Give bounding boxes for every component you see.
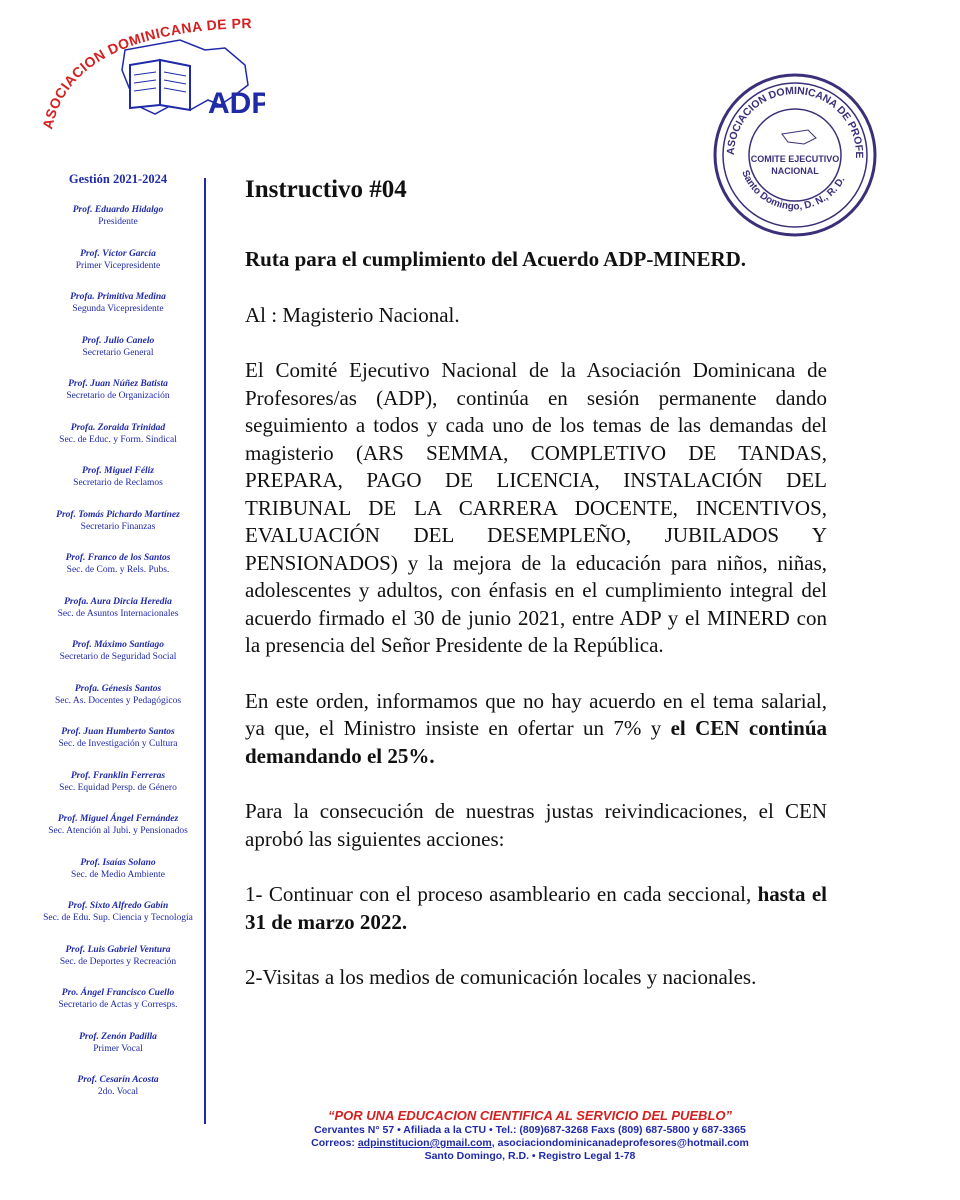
member-name: Profa. Zoraida Trinidad [70, 422, 166, 433]
member-name: Prof. Isaías Solano [80, 857, 156, 868]
member-role: Sec. Atención al Jubi. y Pensionados [48, 826, 188, 836]
member-role: Primer Vicepresidente [75, 260, 161, 271]
member-entry [38, 422, 198, 466]
member-role: Secretario de Reclamos [73, 478, 163, 488]
member-entry [38, 726, 198, 770]
member-name: Prof. Juan Humberto Santos [61, 727, 175, 737]
member-role: Sec. Equidad Persp. de Género [59, 782, 177, 793]
member-name: Prof. Máximo Santiago [71, 640, 165, 650]
footer-email-separator: , [491, 1137, 498, 1149]
member-role: Secretario General [82, 347, 154, 358]
member-entry [38, 335, 198, 379]
member-name: Profa. Aura Dircia Heredia [64, 596, 172, 607]
member-name: Prof. Eduardo Hidalgo [72, 205, 164, 215]
member-entry [38, 291, 198, 335]
board-members-sidebar [38, 172, 198, 1118]
seal-outer-text: ASOCIACION DOMINICANA DE PROFE [724, 84, 866, 159]
adp-logo-graphic [30, 10, 265, 155]
document-title: Instructivo #04 [245, 176, 407, 203]
sidebar-divider [204, 178, 206, 1124]
member-entry [38, 987, 198, 1031]
footer-address: Cervantes N° 57 • Afiliada a la CTU • Tel.: (809)687-3268 Faxs (809) 687-5800 y 687-3365 [314, 1124, 746, 1136]
member-role: Secretario de Seguridad Social [59, 652, 177, 662]
seal-bottom-text: Santo Domingo, D. N., R. D. [739, 168, 848, 213]
footer-email-label: Correos: [311, 1137, 358, 1149]
member-role: Primer Vocal [93, 1043, 143, 1054]
document-greeting: Al : Magisterio Nacional. [245, 302, 460, 327]
member-name: Prof. Miguel Féliz [81, 466, 155, 476]
paragraph-3: Para la consecución de nuestras justas reivindicaciones, el CEN aprobó las siguientes acciones: [245, 799, 827, 851]
member-entry [38, 1031, 198, 1075]
member-name: Prof. Sixto Alfredo Gabín [67, 901, 169, 911]
member-entry [38, 465, 198, 509]
member-role: Segunda Vicepresidente [72, 304, 164, 314]
seal-center-text-2: NACIONAL [771, 166, 819, 176]
logo-abbr: ADP [208, 87, 265, 120]
member-name: Prof. Miguel Ángel Fernández [57, 814, 179, 824]
member-entry [38, 552, 198, 596]
member-entry [38, 378, 198, 422]
adp-logo [30, 10, 265, 155]
member-role: Presidente [98, 217, 138, 227]
document-subject: Ruta para el cumplimiento del Acuerdo ADP-MINERD. [245, 247, 747, 271]
member-role: Sec. de Asuntos Internacionales [57, 608, 179, 619]
member-role: Sec. de Investigación y Cultura [58, 739, 178, 749]
member-entry [38, 857, 198, 901]
member-entry [38, 900, 198, 944]
member-role: Sec. As. Docentes y Pedagógicos [54, 695, 182, 706]
member-name: Prof. Tomás Pichardo Martínez [56, 509, 180, 520]
footer-email-link-1[interactable]: adpinstitucion@gmail.com [357, 1137, 492, 1149]
member-role: Secretario de Organización [66, 391, 170, 401]
member-name: Prof. Luis Gabriel Ventura [65, 944, 171, 955]
member-name: Prof. Zenón Padilla [79, 1031, 157, 1042]
footer-email-2: asociaciondominicanadeprofesores@hotmail.com [497, 1137, 749, 1149]
member-entry [38, 639, 198, 683]
letter-body [245, 174, 827, 1020]
member-name: Prof. Julio Canelo [81, 335, 155, 346]
member-name: Prof. Cesarín Acosta [77, 1075, 159, 1085]
member-entry [38, 596, 198, 640]
member-role: Sec. de Com. y Rels. Pubs. [66, 565, 170, 575]
paragraph-1: El Comité Ejecutivo Nacional de la Asociación Dominicana de Profesores/as (ADP), continúa en sesión permanente dando seguimiento a todos y cada uno de los temas de las demandas del magisterio (ARS SEMMA, COMPLETIVO DE TANDAS, PREPARA, PAGO DE LICENCIA, INSTALACIÓN DEL TRIBUNAL DE LA CARRERA DOCENTE, INCENTIVOS, EVALUACIÓN DEL DESEMPLEÑO, JUBILADOS Y PENSIONADOS) y la mejora de la educación para niños, niñas, adolescentes y adultos, con énfasis en el cumplimiento integral del acuerdo firmado el 30 de junio 2021, entre ADP y el MINERD con la presencia del Señor Presidente de la República. [245, 358, 827, 657]
member-name: Profa. Primitiva Medina [70, 292, 166, 302]
member-entry [38, 813, 198, 857]
member-role: Secretario de Actas y Corresps. [58, 1000, 178, 1010]
paragraph-2-bold: el CEN continúa demandando el 25%. [245, 716, 828, 768]
member-name: Prof. Franco de los Santos [65, 553, 171, 563]
action-1 [245, 881, 827, 936]
logo-arc-text: ASOCIACION DOMINICANA DE PR [39, 15, 253, 131]
member-name: Prof. Víctor García [80, 248, 156, 259]
member-role: Sec. de Medio Ambiente [71, 869, 165, 880]
action-1-bold: hasta el 31 de marzo 2022. [245, 882, 827, 934]
member-entry [38, 248, 198, 292]
member-entry [38, 204, 198, 248]
member-role: Sec. de Edu. Sup. Ciencia y Tecnología [43, 913, 193, 923]
member-name: Profa. Génesis Santos [74, 683, 162, 694]
member-entry [38, 1074, 198, 1118]
seal-center-text-1: COMITE EJECUTIVO [750, 154, 840, 164]
letterhead-footer [210, 1108, 850, 1163]
footer-city: Santo Domingo, R.D. • Registro Legal 1-78 [424, 1150, 636, 1162]
paragraph-2-text: En este orden, informamos que no hay acuerdo en el tema salarial, ya que, el Ministro insiste en ofertar un 7% y [245, 688, 827, 740]
member-entry [38, 770, 198, 814]
member-entry [38, 509, 198, 553]
member-name: Prof. Franklin Ferreras [70, 770, 166, 781]
member-name: Pro. Ángel Francisco Cuello [61, 988, 175, 998]
paragraph-2 [245, 688, 827, 771]
action-1-text: 1- Continuar con el proceso asambleario en cada seccional, [245, 882, 758, 906]
member-role: Secretario Finanzas [80, 521, 156, 532]
member-entry [38, 683, 198, 727]
action-2: 2-Visitas a los medios de comunicación locales y nacionales. [245, 965, 757, 989]
member-role: Sec. de Deportes y Recreación [59, 956, 177, 967]
sidebar-title: Gestión 2021-2024 [68, 172, 168, 186]
footer-emails [210, 1137, 850, 1150]
member-name: Prof. Juan Núñez Batista [68, 379, 168, 389]
footer-motto: “POR UNA EDUCACION CIENTIFICA AL SERVICIO DEL PUEBLO” [328, 1108, 732, 1123]
member-role: Sec. de Educ. y Form. Sindical [59, 434, 177, 445]
member-role: 2do. Vocal [97, 1087, 139, 1097]
member-entry [38, 944, 198, 988]
